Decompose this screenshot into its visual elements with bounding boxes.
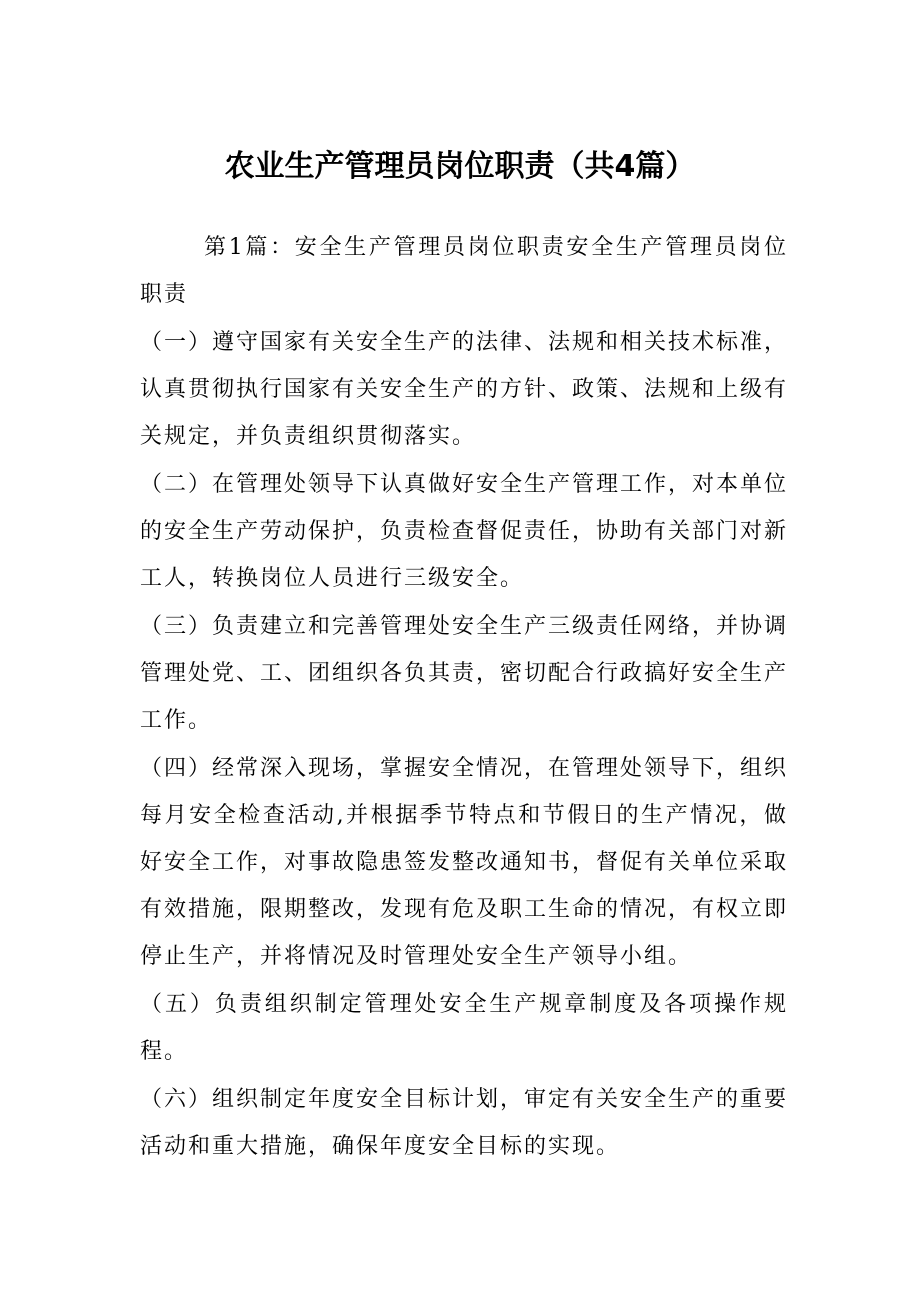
paragraph-item-6: （六）组织制定年度安全目标计划，审定有关安全生产的重要活动和重大措施，确保年度安全目标的实现。: [140, 1087, 789, 1159]
paragraph-item-5: （五）负责组织制定管理处安全生产规章制度及各项操作规程。: [140, 992, 788, 1064]
document-body: [140, 224, 788, 1170]
paragraph-item-4: （四）经常深入现场，掌握安全情况，在管理处领导下，组织每月安全检查活动,并根据季节特点和节假日的生产情况，做好安全工作，对事故隐患签发整改通知书，督促有关单位采取有效措施，限期整改，发现有危及职工生命的情况，有权立即停止生产，并将情况及时管理处安全生产领导小组。: [140, 756, 789, 969]
paragraph-item-1: （一）遵守国家有关安全生产的法律、法规和相关技术标准，认真贯彻执行国家有关安全生产的方针、政策、法规和上级有关规定，并负责组织贯彻落实。: [140, 330, 789, 449]
paragraph-item-3: （三）负责建立和完善管理处安全生产三级责任网络，并协调管理处党、工、团组织各负其责，密切配合行政搞好安全生产工作。: [140, 614, 789, 733]
paragraph-item-2: （二）在管理处领导下认真做好安全生产管理工作，对本单位的安全生产劳动保护，负责检查督促责任，协助有关部门对新工人，转换岗位人员进行三级安全。: [140, 472, 789, 591]
document-title: 农业生产管理员岗位职责（共4篇）: [224, 149, 696, 184]
paragraph-intro: 第1篇：安全生产管理员岗位职责安全生产管理员岗位职责: [140, 235, 788, 307]
